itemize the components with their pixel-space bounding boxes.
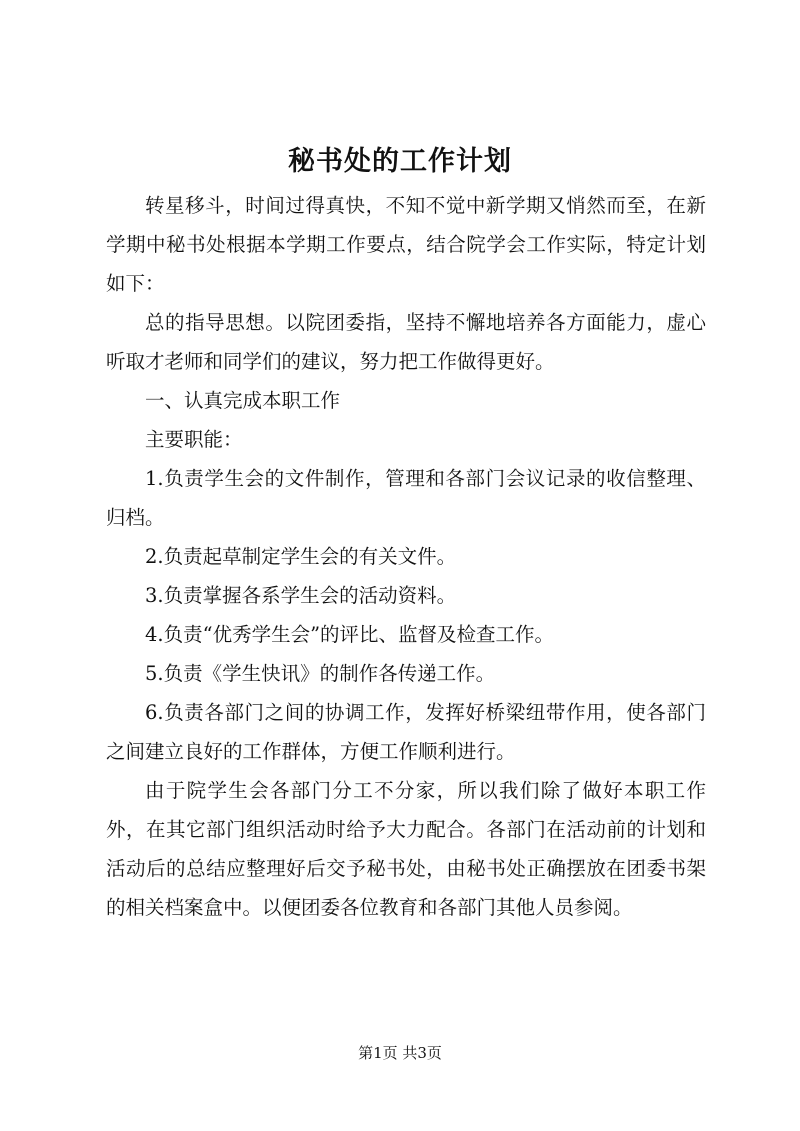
paragraph-guiding-thought: 总的指导思想。以院团委指，坚持不懈地培养各方面能力，虚心听取才老师和同学们的建议，努力把工作做得更好。 <box>106 311 706 373</box>
paragraph-intro: 转星移斗，时间过得真快，不知不觉中新学期又悄然而至，在新学期中秘书处根据本学期工作要点，结合院学会工作实际，特定计划如下： <box>106 194 706 295</box>
duty-item-1: 1.负责学生会的文件制作，管理和各部门会议记录的收信整理、归档。 <box>106 467 706 529</box>
duty-item-4: 4.负责“优秀学生会”的评比、监督及检查工作。 <box>145 623 555 646</box>
page-number: 第1页 共3页 <box>358 1044 442 1062</box>
page-title: 秘书处的工作计划 <box>288 146 512 177</box>
paragraph-main-duties-label: 主要职能： <box>145 428 243 451</box>
duty-item-5: 5.负责《学生快讯》的制作各传递工作。 <box>145 662 496 685</box>
document-body <box>106 186 706 927</box>
duty-item-3: 3.负责掌握各系学生会的活动资料。 <box>145 584 457 607</box>
duty-item-2: 2.负责起草制定学生会的有关文件。 <box>145 545 457 568</box>
duty-item-6: 6.负责各部门之间的协调工作，发挥好桥梁纽带作用，使各部门之间建立良好的工作群体，方便工作顺利进行。 <box>106 701 706 763</box>
paragraph-cooperation: 由于院学生会各部门分工不分家，所以我们除了做好本职工作外，在其它部门组织活动时给予大力配合。各部门在活动前的计划和活动后的总结应整理好后交予秘书处，由秘书处正确摆放在团委书架的相关档案盒中。以便团委各位教育和各部门其他人员参阅。 <box>106 779 706 919</box>
section-heading: 一、认真完成本职工作 <box>145 389 341 412</box>
